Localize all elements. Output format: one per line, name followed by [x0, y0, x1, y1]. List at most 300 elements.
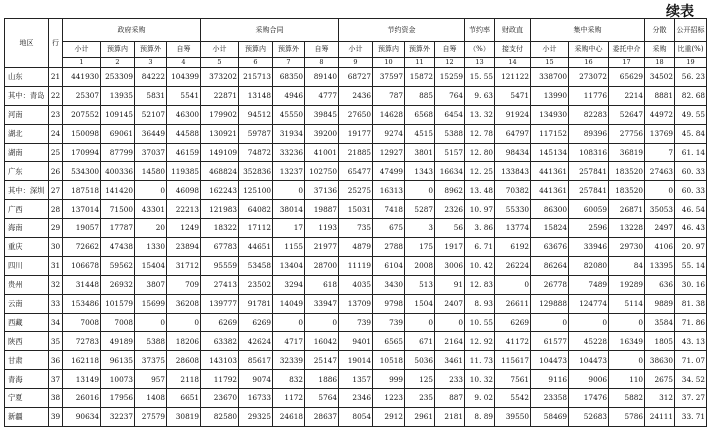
value-cell: 39550 — [495, 408, 531, 427]
value-cell: 179902 — [201, 105, 239, 124]
value-cell: 1193 — [305, 219, 339, 238]
value-cell: 7489 — [569, 275, 609, 294]
value-cell: 46098 — [167, 181, 201, 200]
value-cell: 124774 — [569, 294, 609, 313]
value-cell: 6104 — [373, 256, 405, 275]
value-cell: 15699 — [135, 294, 167, 313]
value-cell: 2788 — [373, 238, 405, 257]
value-cell: 1805 — [645, 332, 675, 351]
value-cell: 19887 — [305, 200, 339, 219]
value-cell: 143103 — [201, 351, 239, 370]
value-cell: 72662 — [63, 238, 101, 257]
value-cell: 534300 — [63, 162, 101, 181]
value-cell: 12. 83 — [465, 275, 495, 294]
value-cell: 23670 — [201, 389, 239, 408]
value-cell: 121983 — [201, 200, 239, 219]
value-cell: 4035 — [339, 275, 373, 294]
value-cell: 27650 — [339, 105, 373, 124]
value-cell: 400336 — [101, 162, 135, 181]
value-cell: 125100 — [239, 181, 273, 200]
value-cell: 82580 — [201, 408, 239, 427]
value-cell: 3807 — [135, 275, 167, 294]
value-cell: 89396 — [569, 124, 609, 143]
row-number-cell: 37 — [49, 370, 63, 389]
value-cell: 14628 — [373, 105, 405, 124]
value-cell: 44972 — [645, 105, 675, 124]
value-cell: 7418 — [373, 200, 405, 219]
value-cell: 72783 — [63, 332, 101, 351]
value-cell: 2436 — [339, 86, 373, 105]
table-row — [5, 370, 707, 389]
sub-header: 自筹 — [305, 42, 339, 58]
value-cell: 27579 — [135, 408, 167, 427]
row-number-cell: 33 — [49, 294, 63, 313]
value-cell: 68350 — [273, 68, 305, 87]
table-row — [5, 294, 707, 313]
value-cell: 1886 — [305, 370, 339, 389]
value-cell: 9074 — [239, 370, 273, 389]
value-cell: 70382 — [495, 181, 531, 200]
column-number: 15 — [531, 58, 569, 68]
value-cell: 7008 — [101, 313, 135, 332]
value-cell: 1917 — [435, 238, 465, 257]
value-cell: 3430 — [373, 275, 405, 294]
value-cell: 15872 — [405, 68, 435, 87]
value-cell: 0 — [273, 313, 305, 332]
value-cell: 13709 — [339, 294, 373, 313]
value-cell: 49. 55 — [675, 105, 707, 124]
value-cell: 253309 — [101, 68, 135, 87]
value-cell: 117152 — [531, 124, 569, 143]
value-cell: 17476 — [569, 389, 609, 408]
group-header: 采购合同 — [201, 19, 339, 42]
region-header: 地区 — [5, 19, 49, 68]
value-cell: 33946 — [569, 238, 609, 257]
row-number-cell: 26 — [49, 162, 63, 181]
value-cell: 5388 — [435, 124, 465, 143]
value-cell: 16349 — [609, 332, 645, 351]
region-cell: 湖南 — [5, 143, 49, 162]
value-cell: 4777 — [305, 86, 339, 105]
region-cell: 其中：深圳 — [5, 181, 49, 200]
value-cell: 19177 — [339, 124, 373, 143]
group-header: 节约率 — [465, 19, 495, 42]
value-cell: 84 — [609, 256, 645, 275]
value-cell: 65629 — [609, 68, 645, 87]
row-number-cell: 36 — [49, 351, 63, 370]
sub-header: 预算外 — [273, 42, 305, 58]
value-cell: 671 — [405, 332, 435, 351]
value-cell: 47438 — [101, 238, 135, 257]
value-cell: 2164 — [435, 332, 465, 351]
value-cell: 4515 — [405, 124, 435, 143]
region-cell: 湖北 — [5, 124, 49, 143]
value-cell: 4946 — [273, 86, 305, 105]
value-cell: 12. 25 — [465, 162, 495, 181]
value-cell: 0 — [305, 313, 339, 332]
value-cell: 11119 — [339, 256, 373, 275]
value-cell: 13237 — [273, 162, 305, 181]
row-number-cell: 23 — [49, 105, 63, 124]
value-cell: 885 — [405, 86, 435, 105]
group-header: 集中采购 — [531, 19, 645, 42]
value-cell: 12. 92 — [465, 332, 495, 351]
value-cell: 45550 — [273, 105, 305, 124]
value-cell: 27413 — [201, 275, 239, 294]
value-cell: 86264 — [531, 256, 569, 275]
value-cell: 0 — [569, 313, 609, 332]
value-cell: 19289 — [609, 275, 645, 294]
value-cell: 63676 — [531, 238, 569, 257]
value-cell: 91 — [435, 275, 465, 294]
sub-header: 预算内 — [373, 42, 405, 58]
value-cell: 0 — [531, 313, 569, 332]
sub-header: 接支付 — [495, 42, 531, 58]
value-cell: 69061 — [101, 124, 135, 143]
value-cell: 104473 — [531, 351, 569, 370]
value-cell: 41172 — [495, 332, 531, 351]
value-cell: 46. 43 — [675, 219, 707, 238]
region-cell: 四川 — [5, 256, 49, 275]
value-cell: 0 — [609, 313, 645, 332]
value-cell: 31934 — [273, 124, 305, 143]
value-cell: 153486 — [63, 294, 101, 313]
value-cell: 0 — [405, 313, 435, 332]
row-number-cell: 35 — [49, 332, 63, 351]
value-cell: 61577 — [531, 332, 569, 351]
value-cell: 6269 — [239, 313, 273, 332]
value-cell: 12. 80 — [465, 143, 495, 162]
value-cell: 71. 86 — [675, 313, 707, 332]
value-cell: 42624 — [239, 332, 273, 351]
value-cell: 81. 38 — [675, 294, 707, 313]
sub-header: 采购 — [645, 42, 675, 58]
value-cell: 130921 — [201, 124, 239, 143]
row-number-cell: 39 — [49, 408, 63, 427]
value-cell: 35053 — [645, 200, 675, 219]
value-cell: 32339 — [273, 351, 305, 370]
table-row — [5, 219, 707, 238]
value-cell: 513 — [405, 275, 435, 294]
column-number: 11 — [405, 58, 435, 68]
value-cell: 63382 — [201, 332, 239, 351]
value-cell: 22213 — [167, 200, 201, 219]
value-cell: 44651 — [239, 238, 273, 257]
value-cell: 8881 — [645, 86, 675, 105]
table-row — [5, 351, 707, 370]
value-cell: 441361 — [531, 162, 569, 181]
row-number-cell: 38 — [49, 389, 63, 408]
value-cell: 235 — [405, 389, 435, 408]
value-cell: 45228 — [569, 332, 609, 351]
value-cell: 8054 — [339, 408, 373, 427]
group-header: 政府采购 — [63, 19, 201, 42]
value-cell: 735 — [339, 219, 373, 238]
value-cell: 34. 52 — [675, 370, 707, 389]
value-cell: 133843 — [495, 162, 531, 181]
value-cell: 18206 — [167, 332, 201, 351]
value-cell: 46300 — [167, 105, 201, 124]
value-cell: 121122 — [495, 68, 531, 87]
value-cell: 5036 — [405, 351, 435, 370]
value-cell: 108316 — [569, 143, 609, 162]
value-cell: 1330 — [135, 238, 167, 257]
region-cell: 陕西 — [5, 332, 49, 351]
value-cell: 1223 — [373, 389, 405, 408]
value-cell: 7 — [645, 143, 675, 162]
row-number-cell: 27 — [49, 181, 63, 200]
row-number-cell: 30 — [49, 238, 63, 257]
value-cell: 67783 — [201, 238, 239, 257]
value-cell: 9798 — [373, 294, 405, 313]
sub-header: 预算外 — [135, 42, 167, 58]
value-cell: 17956 — [101, 389, 135, 408]
value-cell: 19057 — [63, 219, 101, 238]
value-cell: 90634 — [63, 408, 101, 427]
column-number: 5 — [201, 58, 239, 68]
value-cell: 9006 — [569, 370, 609, 389]
value-cell: 17 — [273, 219, 305, 238]
value-cell: 6269 — [201, 313, 239, 332]
value-cell: 5882 — [609, 389, 645, 408]
value-cell: 84222 — [135, 68, 167, 87]
value-cell: 21885 — [339, 143, 373, 162]
value-cell: 27756 — [609, 124, 645, 143]
value-cell: 3584 — [645, 313, 675, 332]
value-cell: 16733 — [239, 389, 273, 408]
value-cell: 1408 — [135, 389, 167, 408]
table-row — [5, 105, 707, 124]
value-cell: 5388 — [135, 332, 167, 351]
value-cell: 9. 02 — [465, 389, 495, 408]
value-cell: 26932 — [101, 275, 135, 294]
value-cell: 170994 — [63, 143, 101, 162]
value-cell: 2181 — [435, 408, 465, 427]
value-cell: 7008 — [63, 313, 101, 332]
value-cell: 5157 — [435, 143, 465, 162]
value-cell: 5831 — [135, 86, 167, 105]
value-cell: 25307 — [63, 86, 101, 105]
value-cell: 2675 — [645, 370, 675, 389]
procurement-table — [4, 18, 707, 427]
value-cell: 30819 — [167, 408, 201, 427]
sub-header: 小计 — [531, 42, 569, 58]
sub-header: 自筹 — [167, 42, 201, 58]
value-cell: 20. 97 — [675, 238, 707, 257]
value-cell: 15. 55 — [465, 68, 495, 87]
row-number-cell: 34 — [49, 313, 63, 332]
value-cell: 2407 — [435, 294, 465, 313]
value-cell: 55330 — [495, 200, 531, 219]
value-cell: 3 — [405, 219, 435, 238]
value-cell: 8. 93 — [465, 294, 495, 313]
value-cell: 36449 — [135, 124, 167, 143]
value-cell: 43301 — [135, 200, 167, 219]
value-cell: 82080 — [569, 256, 609, 275]
value-cell: 13228 — [609, 219, 645, 238]
row-number-cell: 28 — [49, 200, 63, 219]
value-cell: 2346 — [339, 389, 373, 408]
value-cell: 33. 71 — [675, 408, 707, 427]
value-cell: 141420 — [101, 181, 135, 200]
value-cell: 13. 32 — [465, 105, 495, 124]
value-cell: 71500 — [101, 200, 135, 219]
value-cell: 24111 — [645, 408, 675, 427]
value-cell: 373202 — [201, 68, 239, 87]
value-cell: 832 — [273, 370, 305, 389]
value-cell: 739 — [339, 313, 373, 332]
group-header: 节约资金 — [339, 19, 465, 42]
value-cell: 13404 — [273, 256, 305, 275]
value-cell: 183520 — [609, 181, 645, 200]
value-cell: 29730 — [609, 238, 645, 257]
value-cell: 3. 86 — [465, 219, 495, 238]
value-cell: 46. 54 — [675, 200, 707, 219]
region-cell: 其中：青岛 — [5, 86, 49, 105]
value-cell: 37. 27 — [675, 389, 707, 408]
value-cell: 17112 — [239, 219, 273, 238]
region-cell: 新疆 — [5, 408, 49, 427]
region-cell: 甘肃 — [5, 351, 49, 370]
row-number-cell: 24 — [49, 124, 63, 143]
column-number: 2 — [101, 58, 135, 68]
value-cell: 65477 — [339, 162, 373, 181]
value-cell: 0 — [435, 313, 465, 332]
value-cell: 6568 — [405, 105, 435, 124]
value-cell: 675 — [373, 219, 405, 238]
value-cell: 23502 — [239, 275, 273, 294]
value-cell: 4106 — [645, 238, 675, 257]
value-cell: 44588 — [167, 124, 201, 143]
value-cell: 5541 — [167, 86, 201, 105]
value-cell: 56 — [435, 219, 465, 238]
value-cell: 102750 — [305, 162, 339, 181]
value-cell: 37037 — [135, 143, 167, 162]
column-number: 17 — [609, 58, 645, 68]
value-cell: 37597 — [373, 68, 405, 87]
value-cell: 95559 — [201, 256, 239, 275]
row-header: 行 — [49, 19, 63, 68]
value-cell: 5114 — [609, 294, 645, 313]
value-cell: 13774 — [495, 219, 531, 238]
value-cell: 257841 — [569, 181, 609, 200]
value-cell: 13148 — [239, 86, 273, 105]
value-cell: 636 — [645, 275, 675, 294]
region-cell: 云南 — [5, 294, 49, 313]
column-number: 13 — [465, 58, 495, 68]
value-cell: 61. 14 — [675, 143, 707, 162]
value-cell: 787 — [373, 86, 405, 105]
sub-header: 小计 — [339, 42, 373, 58]
value-cell: 68727 — [339, 68, 373, 87]
value-cell: 33947 — [305, 294, 339, 313]
value-cell: 36819 — [609, 143, 645, 162]
value-cell: 13935 — [101, 86, 135, 105]
sub-header: 委托中介 — [609, 42, 645, 58]
table-row — [5, 238, 707, 257]
value-cell: 2912 — [373, 408, 405, 427]
sub-header: 预算内 — [101, 42, 135, 58]
value-cell: 10. 32 — [465, 370, 495, 389]
value-cell: 45. 84 — [675, 124, 707, 143]
value-cell: 47499 — [373, 162, 405, 181]
value-cell: 64797 — [495, 124, 531, 143]
value-cell: 82. 68 — [675, 86, 707, 105]
row-number-cell: 25 — [49, 143, 63, 162]
value-cell: 104399 — [167, 68, 201, 87]
value-cell: 18322 — [201, 219, 239, 238]
value-cell: 39200 — [305, 124, 339, 143]
value-cell: 162118 — [63, 351, 101, 370]
value-cell: 6192 — [495, 238, 531, 257]
value-cell: 338700 — [531, 68, 569, 87]
value-cell: 3801 — [405, 143, 435, 162]
value-cell: 39845 — [305, 105, 339, 124]
value-cell: 115617 — [495, 351, 531, 370]
value-cell: 13990 — [531, 86, 569, 105]
value-cell: 60. 33 — [675, 162, 707, 181]
value-cell: 91781 — [239, 294, 273, 313]
value-cell: 887 — [435, 389, 465, 408]
value-cell: 52107 — [135, 105, 167, 124]
region-cell: 重庆 — [5, 238, 49, 257]
value-cell: 13395 — [645, 256, 675, 275]
column-number: 18 — [645, 58, 675, 68]
value-cell: 187518 — [63, 181, 101, 200]
value-cell: 273072 — [569, 68, 609, 87]
value-cell: 739 — [373, 313, 405, 332]
row-number-cell: 29 — [49, 219, 63, 238]
value-cell: 58469 — [531, 408, 569, 427]
value-cell: 82283 — [569, 105, 609, 124]
value-cell: 21977 — [305, 238, 339, 257]
value-cell: 14580 — [135, 162, 167, 181]
value-cell: 10. 97 — [465, 200, 495, 219]
value-cell: 1504 — [405, 294, 435, 313]
value-cell: 31448 — [63, 275, 101, 294]
column-number: 10 — [373, 58, 405, 68]
value-cell: 352836 — [239, 162, 273, 181]
value-cell: 0 — [135, 313, 167, 332]
value-cell: 27463 — [645, 162, 675, 181]
value-cell: 43. 13 — [675, 332, 707, 351]
value-cell: 30. 16 — [675, 275, 707, 294]
value-cell: 26224 — [495, 256, 531, 275]
value-cell: 49189 — [101, 332, 135, 351]
value-cell: 9401 — [339, 332, 373, 351]
value-cell: 5786 — [609, 408, 645, 427]
sub-header: （%） — [465, 42, 495, 58]
value-cell: 2118 — [167, 370, 201, 389]
value-cell: 0 — [495, 275, 531, 294]
column-number: 19 — [675, 58, 707, 68]
value-cell: 32237 — [101, 408, 135, 427]
value-cell: 4879 — [339, 238, 373, 257]
table-row — [5, 86, 707, 105]
value-cell: 5471 — [495, 86, 531, 105]
region-cell: 河南 — [5, 105, 49, 124]
value-cell: 37136 — [305, 181, 339, 200]
value-cell: 59787 — [239, 124, 273, 143]
value-cell: 101579 — [101, 294, 135, 313]
value-cell: 162243 — [201, 181, 239, 200]
value-cell: 37375 — [135, 351, 167, 370]
value-cell: 0 — [135, 181, 167, 200]
value-cell: 3461 — [435, 351, 465, 370]
sub-header: 自筹 — [435, 42, 465, 58]
value-cell: 3006 — [435, 256, 465, 275]
value-cell: 13769 — [645, 124, 675, 143]
